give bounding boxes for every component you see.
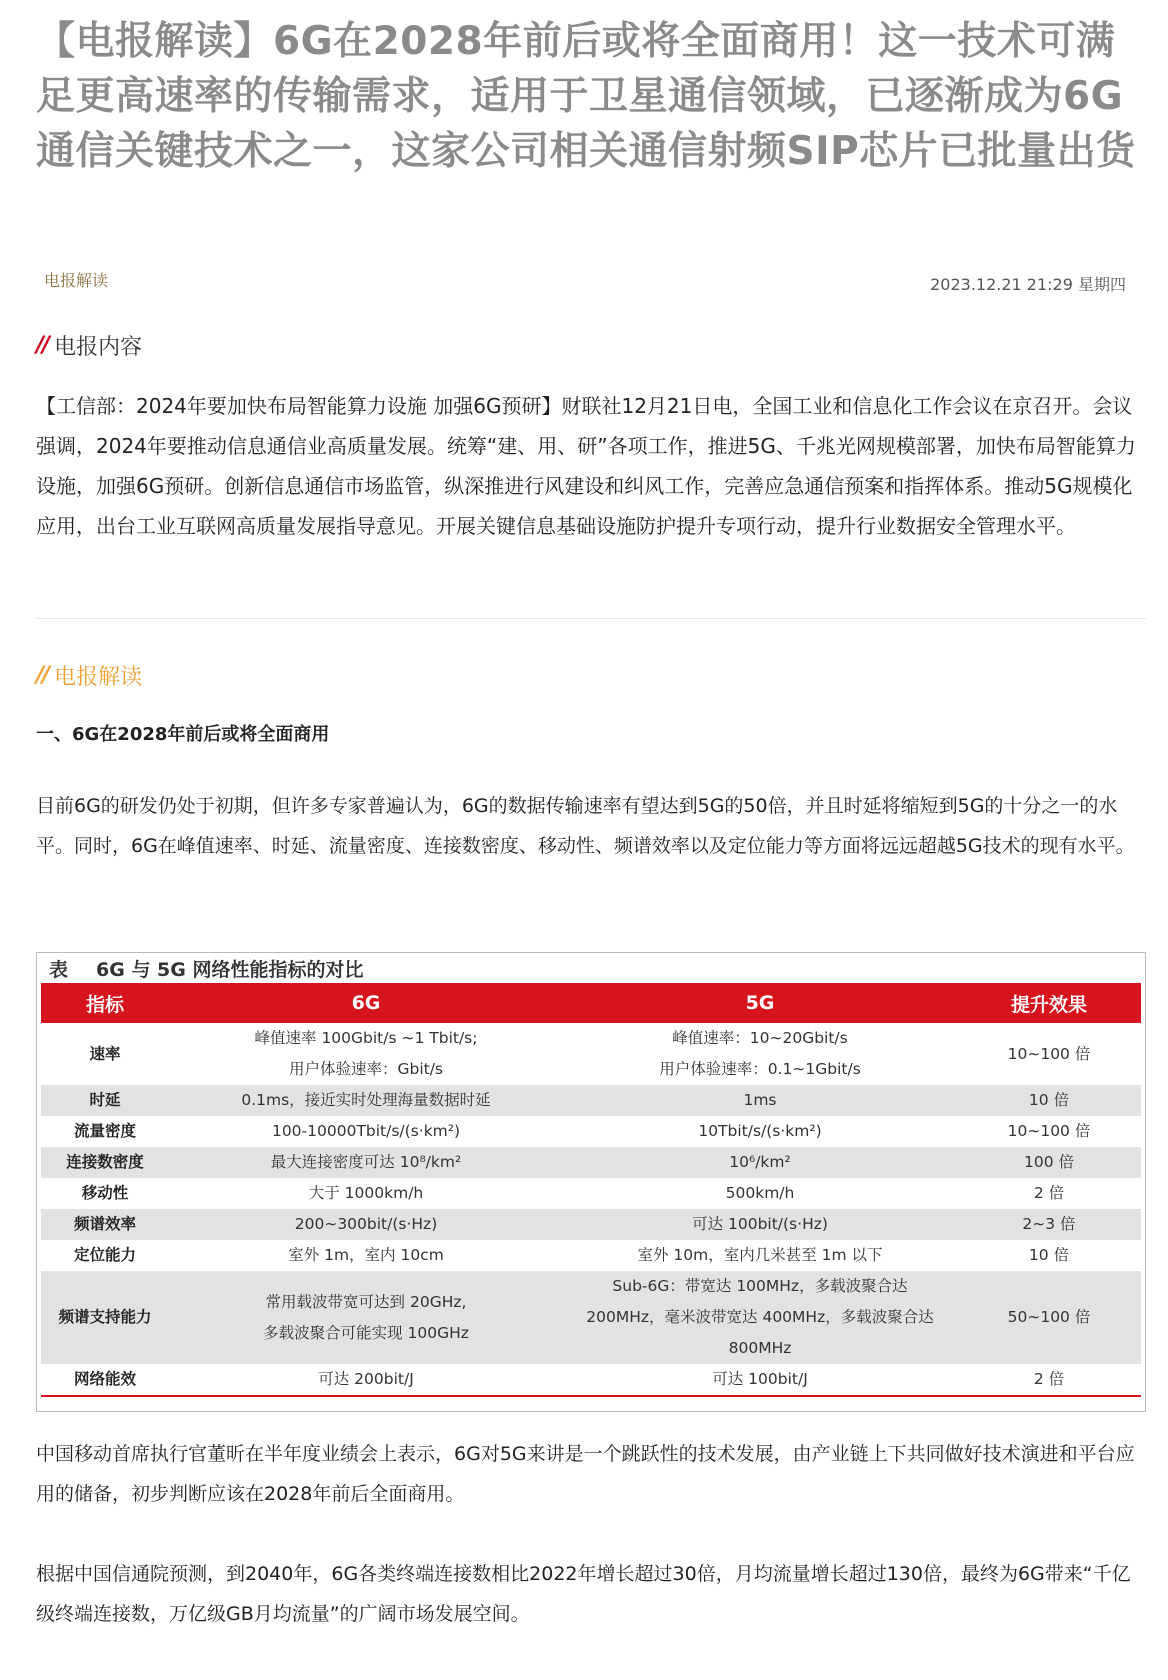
cell-line: 室外 1m，室内 10cm [288, 1246, 444, 1264]
cell-line: Sub-6G：带宽达 100MHz，多载波聚合达 [612, 1277, 908, 1295]
table-header-cell: 提升效果 [957, 983, 1141, 1023]
gain-cell: 10 倍 [957, 1085, 1141, 1116]
gain-cell: 100 倍 [957, 1147, 1141, 1178]
cell-line: 多载波聚合可能实现 100GHz [263, 1323, 469, 1342]
table-row [41, 1209, 1141, 1240]
g5-cell [563, 1085, 957, 1116]
cell-line: 200∼300bit/(s·Hz) [294, 1215, 438, 1233]
cell-line: 常用载波带宽可达到 20GHz, [265, 1292, 467, 1311]
gain-cell: 2 倍 [1033, 1184, 1065, 1202]
table-caption: 表 6G 与 5G 网络性能指标的对比 [49, 959, 364, 981]
comparison-table [41, 983, 1141, 1397]
analysis-paragraph-3: 根据中国信通院预测，到2040年，6G各类终端连接数相比2022年增长超过30倍，月均流量增长超过130倍，最终为6G带来“千亿级终端连接数，万亿级GB月均流量”的广阔市场发展空间。 [36, 1563, 1131, 1625]
gain-cell: 50∼100 倍 [957, 1271, 1141, 1364]
table-row [41, 1178, 1141, 1209]
gain-cell: 2 倍 [957, 1364, 1141, 1396]
g6-cell [169, 1085, 563, 1116]
cell-line: 0.1ms，接近实时处理海量数据时延 [241, 1091, 491, 1109]
telegram-paragraph: 【工信部：2024年要加快布局智能算力设施 加强6G预研】财联社12月21日电，全国工业和信息化工作会议在京召开。会议强调，2024年要推动信息通信业高质量发展。统筹“建、用、研”各项工作，推进5G、千兆光网规模部署，加快布局智能算力设施，加强6G预研。创新信息通信市场监管，纵深推进行风建设和纠风工作，完善应急通信预案和指挥体系。推动5G规模化应用，出台工业互联网高质量发展指导意见。开展关键信息基础设施防护提升专项行动，提升行业数据安全管理水平。 [36, 394, 1136, 538]
gain-cell: 10∼100 倍 [1007, 1122, 1091, 1140]
table-row [41, 1116, 1141, 1147]
gain-cell: 2∼3 倍 [957, 1209, 1141, 1240]
g6-cell [169, 1364, 563, 1396]
section-heading-label: 电报解读 [54, 665, 143, 690]
cell-line: 室外 10m，室内几米甚至 1m 以下 [637, 1246, 883, 1264]
table-row [41, 1023, 1141, 1085]
section-heading-content [36, 330, 142, 361]
cell-line: 10Tbit/s/(s·km²) [698, 1122, 822, 1140]
cell-line: 500km/h [725, 1184, 795, 1202]
double-slash-icon: // [36, 663, 49, 688]
category-link[interactable]: 电报解读 [44, 271, 109, 290]
section-divider [36, 618, 1146, 619]
g5-cell [563, 1271, 957, 1364]
cell-line: 200MHz，毫米波带宽达 400MHz，多载波聚合达 [586, 1308, 934, 1326]
g6-cell [169, 1147, 563, 1178]
metric-cell: 频谱支持能力 [41, 1271, 169, 1364]
table-row [41, 1364, 1141, 1396]
table-row [41, 1085, 1141, 1116]
cell-line: 峰值速率 100Gbit/s ∼1 Tbit/s; [254, 1029, 478, 1047]
metric-cell: 网络能效 [41, 1364, 169, 1396]
cell-line: 可达 200bit/J [318, 1370, 414, 1388]
g5-cell [563, 1209, 957, 1240]
comparison-table-figure [36, 952, 1146, 1412]
metric-cell: 连接数密度 [41, 1147, 169, 1178]
g5-cell [563, 1116, 957, 1147]
cell-line: 10⁶/km² [729, 1153, 791, 1171]
g5-cell [563, 1240, 957, 1271]
g5-cell [563, 1364, 957, 1396]
article-title: 【电报解读】6G在2028年前后或将全面商用！这一技术可满足更高速率的传输需求，适用于卫星通信领域，已逐渐成为6G通信关键技术之一，这家公司相关通信射频SIP芯片已批量出货 [36, 19, 1136, 174]
g6-cell [169, 1209, 563, 1240]
subheading: 一、6G在2028年前后或将全面商用 [36, 724, 330, 745]
metric-cell: 频谱效率 [41, 1209, 169, 1240]
metric-cell: 定位能力 [73, 1246, 136, 1264]
cell-line: 峰值速率：10∼20Gbit/s [672, 1029, 848, 1047]
table-row [41, 1147, 1141, 1178]
cell-line: 用户体验速率：Gbit/s [288, 1060, 444, 1078]
gain-cell: 10 倍 [1028, 1246, 1070, 1264]
cell-line: 大于 1000km/h [308, 1184, 424, 1202]
metric-cell: 时延 [41, 1085, 169, 1116]
section-heading-label: 电报内容 [54, 335, 143, 360]
cell-line: 100-10000Tbit/s/(s·km²) [271, 1122, 461, 1140]
analysis-paragraph-1: 目前6G的研发仍处于初期，但许多专家普遍认为，6G的数据传输速率有望达到5G的50倍，并且时延将缩短到5G的十分之一的水平。同时，6G在峰值速率、时延、流量密度、连接数密度、移动性、频谱效率以及定位能力等方面将远远超越5G技术的现有水平。 [36, 795, 1135, 857]
cell-line: 1ms [743, 1091, 777, 1109]
g6-cell [169, 1116, 563, 1147]
table-row [41, 1240, 1141, 1271]
cell-line: 最大连接密度可达 10⁸/km² [270, 1153, 462, 1171]
g6-cell [169, 1240, 563, 1271]
metric-cell: 移动性 [81, 1184, 129, 1202]
g5-cell [563, 1023, 957, 1085]
table-header-cell: 指标 [41, 983, 169, 1023]
publish-datetime: 2023.12.21 21:29 星期四 [930, 275, 1126, 294]
cell-line: 可达 100bit/(s·Hz) [692, 1215, 828, 1233]
double-slash-icon: // [36, 333, 49, 358]
table-header-cell: 5G [563, 983, 957, 1023]
metric-cell: 流量密度 [73, 1122, 136, 1140]
analysis-paragraph-2: 中国移动首席执行官董昕在半年度业绩会上表示，6G对5G来讲是一个跳跃性的技术发展，由产业链上下共同做好技术演进和平台应用的储备，初步判断应该在2028年前后全面商用。 [36, 1443, 1135, 1505]
g6-cell [169, 1271, 563, 1364]
g6-cell [169, 1178, 563, 1209]
table-header-row [41, 983, 1141, 1023]
cell-line: 用户体验速率：0.1∼1Gbit/s [659, 1060, 861, 1078]
cell-line: 800MHz [728, 1339, 792, 1357]
cell-line: 可达 100bit/J [712, 1370, 808, 1388]
g5-cell [563, 1178, 957, 1209]
g6-cell [169, 1023, 563, 1085]
gain-cell: 10∼100 倍 [1007, 1044, 1091, 1063]
section-heading-interpretation [36, 660, 142, 691]
g5-cell [563, 1147, 957, 1178]
table-header-cell: 6G [169, 983, 563, 1023]
table-row [41, 1271, 1141, 1364]
metric-cell: 速率 [89, 1044, 121, 1063]
